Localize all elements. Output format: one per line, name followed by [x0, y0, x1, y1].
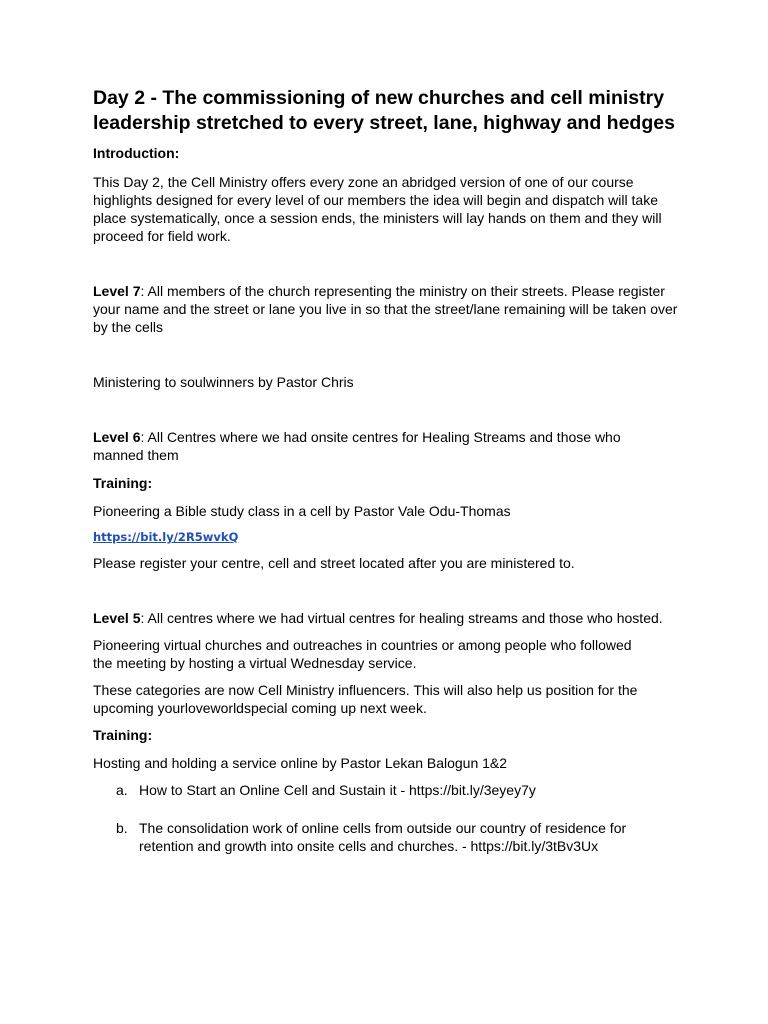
register-centre-text: Please register your centre, cell and street located after you are ministered to.	[93, 555, 575, 571]
level-6-text: : All Centres where we had onsite centres for Healing Streams and those who manned them	[93, 429, 621, 463]
level-5-label: Level 5	[93, 610, 141, 626]
list-marker: b.	[116, 820, 128, 836]
categories-text: These categories are now Cell Ministry influencers. This will also help us position for the upcoming yourloveworldspecial coming up next week.	[93, 682, 638, 716]
list-item	[93, 819, 679, 855]
level-7-label: Level 7	[93, 283, 141, 299]
level-6-training-heading: Training:	[93, 475, 153, 491]
level-5-paragraph	[93, 609, 678, 627]
level-7-paragraph	[93, 282, 678, 336]
level-6-label: Level 6	[93, 429, 141, 445]
list-item-text: The consolidation work of online cells from outside our country of residence for retention and growth into onsite cells and churches. - https://bit.ly/3tBv3Ux	[139, 820, 627, 854]
bible-study-link[interactable]: https://bit.ly/2R5wvkQ	[93, 530, 239, 544]
list-marker: a.	[116, 782, 128, 798]
level-5-text: : All centres where we had virtual centres for healing streams and those who hosted.	[140, 610, 663, 626]
level-5-training-text: Hosting and holding a service online by Pastor Lekan Balogun 1&2	[93, 755, 508, 771]
introduction-text: This Day 2, the Cell Ministry offers every zone an abridged version of one of our course highlights designed for every level of our members the idea will begin and dispatch will take place systematically, once a session ends, the ministers will lay hands on them and they will proceed for field work.	[93, 174, 662, 244]
level-7-text: : All members of the church representing the ministry on their streets. Please register your name and the street or lane you live in so that the street/lane remaining will be taken over by the cells	[93, 283, 678, 335]
level-5-training-heading: Training:	[93, 727, 153, 743]
introduction-heading: Introduction:	[93, 145, 180, 161]
training-list	[93, 781, 708, 855]
list-item	[93, 781, 679, 799]
list-item-text: How to Start an Online Cell and Sustain it - https://bit.ly/3eyey7y	[139, 782, 536, 798]
level-6-paragraph	[93, 428, 653, 464]
level-6-training-text: Pioneering a Bible study class in a cell by Pastor Vale Odu-Thomas	[93, 503, 511, 519]
pioneering-virtual-text: Pioneering virtual churches and outreaches in countries or among people who followed the meeting by hosting a virtual Wednesday service.	[93, 637, 632, 671]
ministering-line: Ministering to soulwinners by Pastor Chris	[93, 374, 354, 390]
page-title: Day 2 - The commissioning of new churches and cell ministry leadership stretched to every street, lane, highway and hedges	[93, 87, 675, 134]
